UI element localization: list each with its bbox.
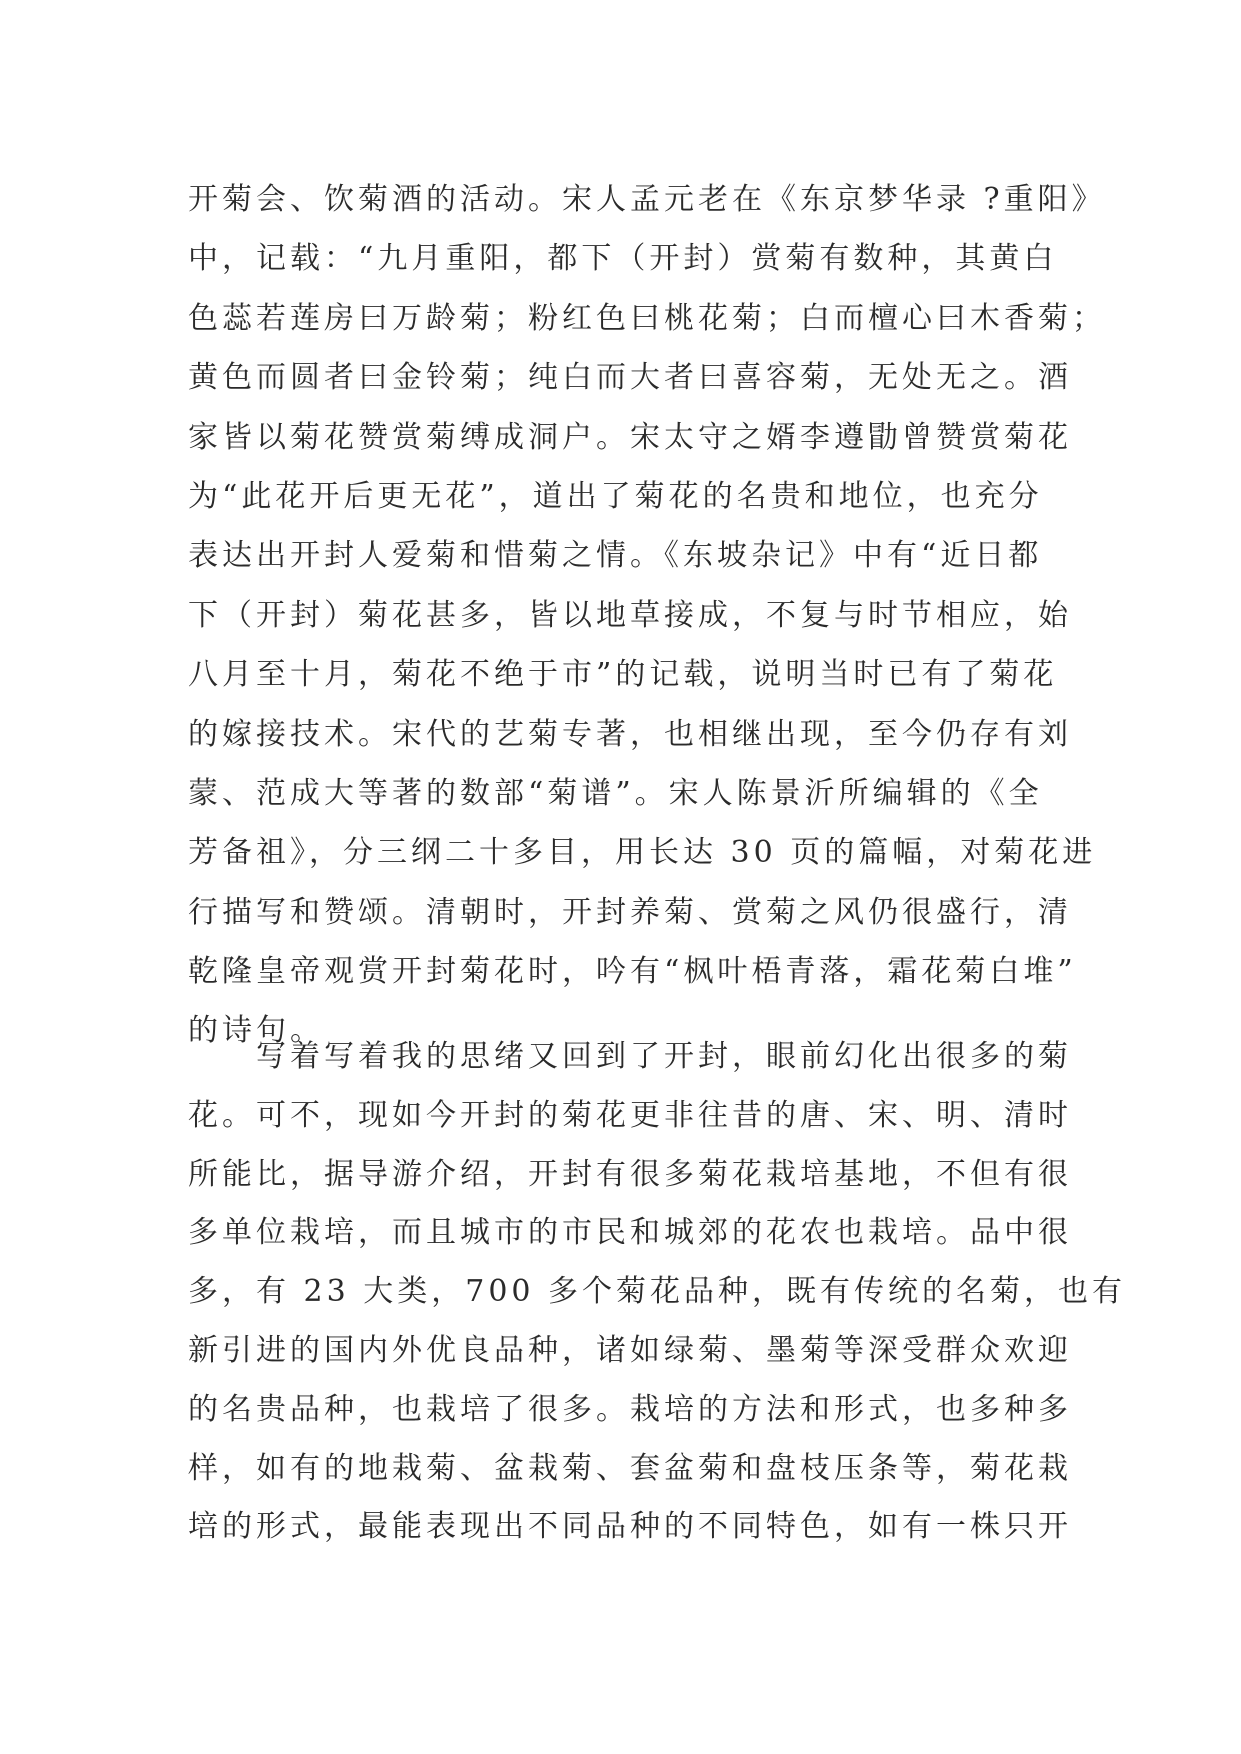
text-line: 中，记载：“九月重阳，都下（开封）赏菊有数种，其黄白	[188, 241, 1058, 277]
text-line: 芳备祖》，分三纲二十多目，用长达 30 页的篇幅，对菊花进	[188, 835, 1097, 871]
text-line: 为“此花开后更无花”，道出了菊花的名贵和地位，也充分	[188, 478, 1043, 514]
text-line: 乾隆皇帝观赏开封菊花时，吟有“枫叶梧青落，霜花菊白堆”	[188, 954, 1077, 990]
text-line: 的名贵品种，也栽培了很多。栽培的方法和形式，也多种多	[188, 1391, 1072, 1427]
text-line: 开菊会、饮菊酒的活动。宋人孟元老在《东京梦华录 ?重阳》	[188, 182, 1106, 217]
text-line: 所能比，据导游介绍，开封有很多菊花栽培基地，不但有很	[188, 1156, 1072, 1192]
text-line: 下（开封）菊花甚多，皆以地草接成，不复与时节相应，始	[188, 597, 1072, 633]
text-line: 的诗句。	[188, 1013, 324, 1049]
paragraph-1	[188, 170, 1106, 1061]
text-line: 的嫁接技术。宋代的艺菊专著，也相继出现，至今仍存有刘	[188, 716, 1072, 752]
text-line: 培的形式，最能表现出不同品种的不同特色，如有一株只开	[188, 1509, 1072, 1545]
text-line: 八月至十月，菊花不绝于市”的记载，说明当时已有了菊花	[188, 657, 1058, 693]
text-line: 行描写和赞颂。清朝时，开封养菊、赏菊之风仍很盛行，清	[188, 894, 1072, 930]
text-line: 黄色而圆者曰金铃菊；纯白而大者曰喜容菊，无处无之。酒	[188, 360, 1072, 396]
text-line: 花。可不，现如今开封的菊花更非往昔的唐、宋、明、清时	[188, 1097, 1072, 1133]
text-line: 多单位栽培，而且城市的市民和城郊的花农也栽培。品中很	[188, 1215, 1072, 1251]
paragraph-2	[188, 1028, 1127, 1557]
text-line: 色蕊若莲房曰万龄菊；粉红色曰桃花菊；白而檀心曰木香菊；	[188, 300, 1106, 336]
text-line: 蒙、范成大等著的数部“菊谱”。宋人陈景沂所编辑的《全	[188, 775, 1043, 811]
text-line: 表达出开封人爱菊和惜菊之情。《东坡杂记》中有“近日都	[188, 538, 1043, 574]
text-line: 新引进的国内外优良品种，诸如绿菊、墨菊等深受群众欢迎	[188, 1332, 1072, 1368]
text-line: 写着写着我的思绪又回到了开封，眼前幻化出很多的菊	[188, 1039, 1072, 1074]
text-line: 多，有 23 大类，700 多个菊花品种，既有传统的名菊，也有	[188, 1274, 1127, 1310]
text-line: 家皆以菊花赞赏菊缚成洞户。宋太守之婿李遵勖曾赞赏菊花	[188, 419, 1072, 455]
text-line: 样，如有的地栽菊、盆栽菊、套盆菊和盘枝压条等，菊花栽	[188, 1450, 1072, 1486]
